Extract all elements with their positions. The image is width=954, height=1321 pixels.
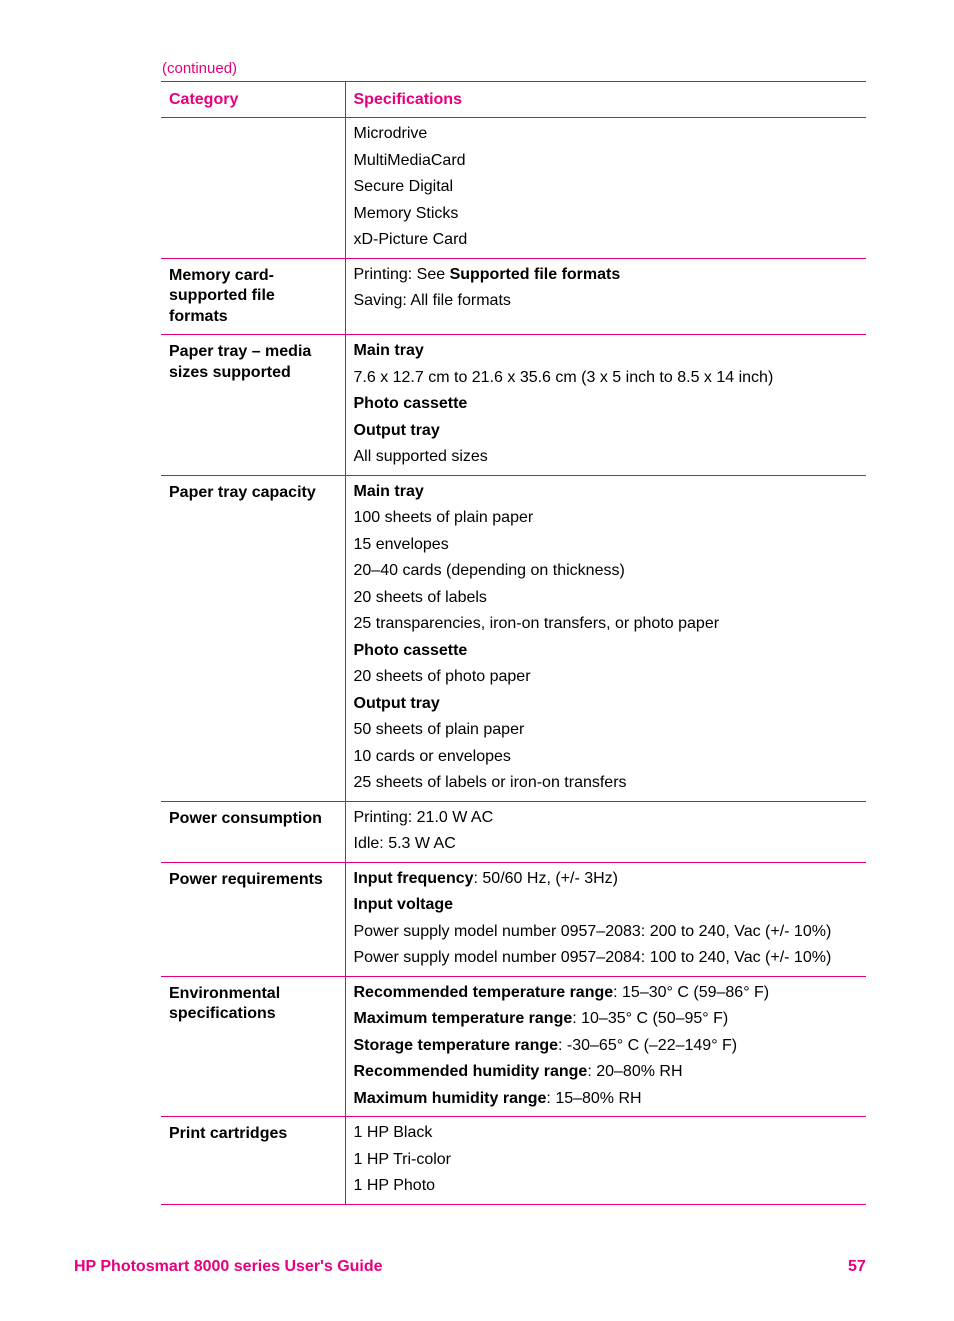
spec-line-label: Output tray bbox=[353, 694, 440, 712]
row-category: Paper tray capacity bbox=[161, 475, 345, 801]
spec-line bbox=[354, 201, 859, 228]
spec-line-text: : -30–65° C (–22–149° F) bbox=[558, 1036, 738, 1054]
spec-line bbox=[354, 691, 859, 718]
row-category: Environmental specifications bbox=[161, 976, 345, 1117]
spec-line bbox=[354, 1147, 859, 1174]
spec-line-text: Printing: 21.0 W AC bbox=[353, 808, 494, 826]
row-category: Memory card-supported file formats bbox=[161, 258, 345, 335]
spec-line-label: Recommended temperature range bbox=[353, 983, 614, 1001]
spec-line-label: Input frequency bbox=[353, 869, 474, 887]
row-specifications bbox=[345, 118, 866, 259]
row-category: Paper tray – media sizes supported bbox=[161, 335, 345, 476]
spec-line-text: MultiMediaCard bbox=[353, 151, 466, 169]
spec-line bbox=[354, 365, 859, 392]
footer-page-number: 57 bbox=[848, 1258, 866, 1275]
spec-line-text: 100 sheets of plain paper bbox=[353, 509, 534, 526]
spec-line-label: Maximum temperature range bbox=[353, 1010, 573, 1027]
spec-line-label: Maximum humidity range bbox=[353, 1089, 547, 1107]
spec-line-text: 50 sheets of plain paper bbox=[353, 721, 525, 738]
spec-line-text: : 10–35° C (50–95° F) bbox=[572, 1010, 729, 1027]
table-row bbox=[161, 862, 866, 976]
spec-line bbox=[354, 174, 859, 201]
row-specifications bbox=[345, 1117, 866, 1205]
spec-line bbox=[354, 338, 859, 365]
spec-line bbox=[354, 980, 859, 1007]
table-row bbox=[161, 258, 866, 335]
spec-line-text: 25 sheets of labels or iron-on transfers bbox=[353, 774, 627, 791]
spec-line bbox=[354, 805, 859, 832]
row-category bbox=[161, 118, 345, 259]
spec-line-label: Photo cassette bbox=[353, 641, 468, 659]
spec-line bbox=[354, 148, 859, 175]
spec-line-text: All supported sizes bbox=[353, 448, 488, 465]
spec-line bbox=[354, 1059, 859, 1086]
column-header-specifications: Specifications bbox=[353, 91, 462, 108]
row-category: Power requirements bbox=[161, 862, 345, 976]
spec-line bbox=[354, 1120, 859, 1147]
row-specifications bbox=[345, 258, 866, 335]
spec-line-text: 25 transparencies, iron-on transfers, or photo paper bbox=[353, 615, 720, 632]
spec-line bbox=[354, 664, 859, 691]
spec-line-label: Recommended humidity range bbox=[353, 1063, 588, 1080]
spec-line bbox=[354, 444, 859, 471]
table-body bbox=[161, 118, 866, 1205]
spec-line bbox=[354, 391, 859, 418]
spec-line bbox=[354, 288, 859, 315]
spec-line bbox=[354, 611, 859, 638]
spec-line-text: : 20–80% RH bbox=[587, 1063, 683, 1080]
spec-line-text: Power supply model number 0957–2084: 100 to 240, Vac (+/- 10%) bbox=[353, 949, 832, 966]
spec-line bbox=[354, 1033, 859, 1060]
spec-line bbox=[354, 892, 859, 919]
spec-line-label: Main tray bbox=[353, 482, 424, 500]
spec-line-text: Memory Sticks bbox=[353, 204, 459, 222]
spec-line-text: 10 cards or envelopes bbox=[353, 747, 511, 765]
table-header-row bbox=[161, 82, 866, 118]
spec-line bbox=[354, 744, 859, 771]
spec-line-text: 1 HP Photo bbox=[353, 1177, 436, 1194]
spec-line-text: : 50/60 Hz, (+/- 3Hz) bbox=[473, 869, 619, 887]
spec-line-text: 1 HP Black bbox=[353, 1124, 433, 1141]
row-specifications bbox=[345, 801, 866, 862]
row-specifications bbox=[345, 475, 866, 801]
spec-line-text: Saving: All file formats bbox=[353, 292, 511, 309]
spec-line bbox=[354, 479, 859, 506]
spec-line-text: 1 HP Tri-color bbox=[353, 1150, 452, 1168]
spec-line-label: Main tray bbox=[353, 342, 424, 359]
spec-line-text: Power supply model number 0957–2083: 200 to 240, Vac (+/- 10%) bbox=[353, 922, 832, 940]
spec-line bbox=[354, 558, 859, 585]
spec-line-text: 20 sheets of photo paper bbox=[353, 668, 531, 685]
table-row bbox=[161, 1117, 866, 1205]
table-row bbox=[161, 976, 866, 1117]
specifications-table bbox=[161, 81, 866, 1205]
row-category: Print cartridges bbox=[161, 1117, 345, 1205]
spec-line-text: 15 envelopes bbox=[353, 535, 449, 553]
spec-line bbox=[354, 262, 859, 289]
spec-line bbox=[354, 831, 859, 858]
table-row bbox=[161, 335, 866, 476]
spec-line-label: Output tray bbox=[353, 421, 440, 439]
spec-line-label: Input voltage bbox=[353, 896, 454, 913]
spec-line-label: Supported file formats bbox=[449, 265, 621, 283]
spec-line-text: 7.6 x 12.7 cm to 21.6 x 35.6 cm (3 x 5 inch to 8.5 x 14 inch) bbox=[353, 368, 774, 386]
spec-line-text: Microdrive bbox=[353, 125, 428, 142]
column-header-category: Category bbox=[161, 82, 345, 118]
spec-line bbox=[354, 1006, 859, 1033]
spec-line bbox=[354, 585, 859, 612]
table-row bbox=[161, 118, 866, 259]
spec-line-text: 20–40 cards (depending on thickness) bbox=[353, 562, 625, 579]
spec-line bbox=[354, 717, 859, 744]
spec-line-label: Photo cassette bbox=[353, 395, 468, 412]
spec-line bbox=[354, 1173, 859, 1200]
spec-line-text: : 15–80% RH bbox=[546, 1089, 642, 1107]
spec-line bbox=[354, 866, 859, 893]
spec-line bbox=[354, 121, 859, 148]
spec-line-label: Storage temperature range bbox=[353, 1036, 559, 1054]
spec-line bbox=[354, 227, 859, 254]
spec-line-text: Secure Digital bbox=[353, 178, 454, 195]
row-specifications bbox=[345, 862, 866, 976]
spec-line bbox=[354, 1086, 859, 1113]
spec-line bbox=[354, 505, 859, 532]
spec-line-text: : 15–30° C (59–86° F) bbox=[613, 983, 770, 1001]
row-specifications bbox=[345, 976, 866, 1117]
continued-label: (continued) bbox=[162, 60, 238, 77]
spec-line-text: Idle: 5.3 W AC bbox=[353, 835, 456, 852]
spec-line bbox=[354, 770, 859, 797]
footer-guide-title: HP Photosmart 8000 series User's Guide bbox=[74, 1258, 383, 1275]
spec-line-text: 20 sheets of labels bbox=[353, 588, 487, 606]
row-category: Power consumption bbox=[161, 801, 345, 862]
table-row bbox=[161, 801, 866, 862]
spec-line bbox=[354, 418, 859, 445]
spec-line bbox=[354, 945, 859, 972]
row-specifications bbox=[345, 335, 866, 476]
spec-line bbox=[354, 638, 859, 665]
table-row bbox=[161, 475, 866, 801]
spec-line bbox=[354, 532, 859, 559]
spec-line-text: xD-Picture Card bbox=[353, 231, 468, 248]
spec-line-prefix: Printing: See bbox=[353, 265, 450, 283]
spec-line bbox=[354, 919, 859, 946]
